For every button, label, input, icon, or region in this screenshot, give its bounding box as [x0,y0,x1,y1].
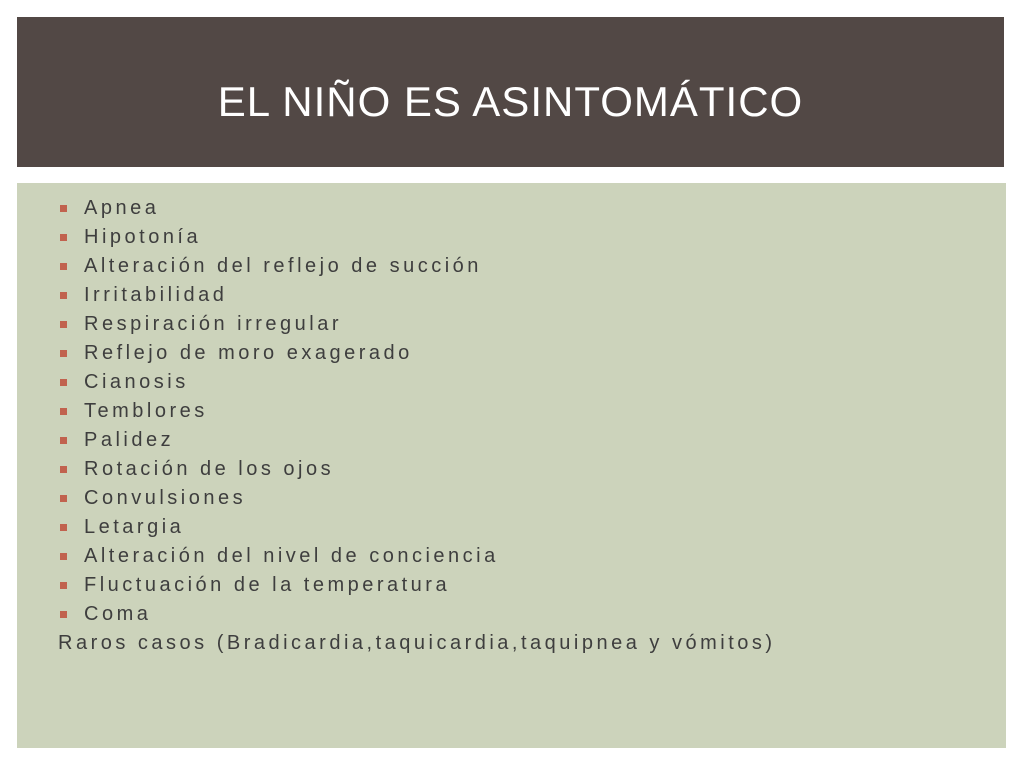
bullet-list [17,194,1006,658]
bullet-item [17,455,1006,484]
title-bar [17,17,1004,167]
square-bullet-icon [60,350,67,357]
bullet-item [17,252,1006,281]
bullet-text: Temblores [84,400,208,422]
bullet-item [17,223,1006,252]
square-bullet-icon [60,234,67,241]
bullet-text: Rotación de los ojos [84,458,335,480]
bullet-text: Fluctuación de la temperatura [84,574,451,596]
slide-title: EL NIÑO ES ASINTOMÁTICO [217,78,804,125]
square-bullet-icon [60,495,67,502]
bullet-text: Reflejo de moro exagerado [84,342,413,364]
square-bullet-icon [60,379,67,386]
bullet-item [17,310,1006,339]
bullet-text: Irritabilidad [84,284,228,306]
bullet-text: Alteración del reflejo de succión [84,255,482,277]
square-bullet-icon [60,292,67,299]
square-bullet-icon [60,321,67,328]
square-bullet-icon [60,524,67,531]
bullet-text: Alteración del nivel de conciencia [84,545,499,567]
square-bullet-icon [60,437,67,444]
bullet-item [17,571,1006,600]
bullet-item [17,397,1006,426]
bullet-item [17,513,1006,542]
bullet-text: Cianosis [84,371,189,393]
bullet-text: Respiración irregular [84,313,343,335]
rare-cases-note: Raros casos (Bradicardia,taquicardia,taquipnea y vómitos) [58,632,776,654]
bullet-item [17,484,1006,513]
square-bullet-icon [60,582,67,589]
bullet-text: Letargia [84,516,185,538]
bullet-item [17,281,1006,310]
content-panel [17,183,1006,748]
bullet-item [17,426,1006,455]
square-bullet-icon [60,466,67,473]
bullet-item [17,339,1006,368]
bullet-item [17,600,1006,629]
bullet-text: Palidez [84,429,175,451]
bullet-text: Convulsiones [84,487,247,509]
square-bullet-icon [60,611,67,618]
bullet-text: Apnea [84,197,160,219]
square-bullet-icon [60,205,67,212]
bullet-text: Hipotonía [84,226,202,248]
square-bullet-icon [60,263,67,270]
square-bullet-icon [60,408,67,415]
bullet-item [17,194,1006,223]
square-bullet-icon [60,553,67,560]
bullet-item [17,542,1006,571]
bullet-item [17,368,1006,397]
bullet-text: Coma [84,603,152,625]
